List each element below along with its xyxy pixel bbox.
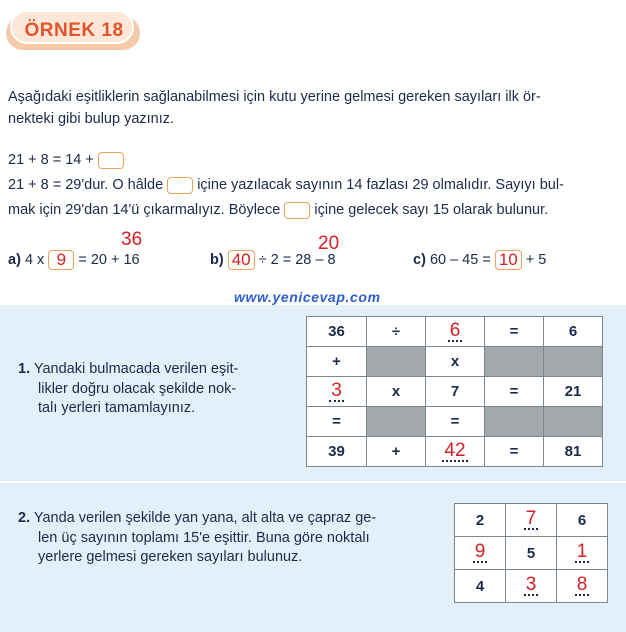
task-1-text [18, 360, 238, 419]
grid-cell: x [426, 347, 485, 377]
note-a: 36 [121, 229, 143, 250]
watermark-link: www.yenicevap.com [234, 289, 381, 305]
problem-c-answer: 10 [495, 250, 522, 270]
explanation-text-1a: 21 + 8 = 29'dur. O hâlde [8, 177, 164, 193]
grid-cell: 36 [307, 317, 367, 347]
grid-cell: 81 [544, 437, 603, 467]
badge-title: ÖRNEK 18 [24, 20, 124, 41]
grid-cell [426, 317, 485, 347]
grid-answer: 42 [444, 439, 466, 461]
note-b: 20 [318, 233, 340, 254]
grid-cell: 7 [426, 377, 485, 407]
problem-c-pre: 60 – 45 = [429, 252, 491, 268]
square-cell [557, 570, 608, 603]
grid-cell-blocked [544, 347, 603, 377]
explanation-text-1b: içine yazılacak sayının 14 fazlası 29 olmalıdır. Sayıyı bul- [197, 177, 564, 193]
square-cell: 6 [557, 504, 608, 537]
square-cell: 4 [455, 570, 506, 603]
square-answer: 8 [576, 574, 588, 595]
explanation-text-2a: mak için 29'dan 14'ü çıkarmalıyız. Böylece [8, 202, 281, 218]
square-answer: 1 [576, 541, 588, 562]
example-badge [6, 8, 140, 50]
task-1-line-1: Yandaki bulmacada verilen eşit- [33, 361, 239, 377]
problem-b-label: b) [210, 252, 224, 268]
task-2-text [18, 509, 376, 568]
explanation-line-1 [8, 174, 564, 196]
grid-cell: 39 [307, 437, 367, 467]
magic-square [454, 503, 608, 603]
grid-cell: + [307, 347, 367, 377]
grid-cell-blocked [485, 347, 544, 377]
problem-b-post: ÷ 2 = 28 – 8 [258, 252, 336, 268]
square-cell: 5 [506, 537, 557, 570]
intro-line-2: nekteki gibi bulup yazınız. [8, 111, 175, 127]
example-equation [8, 149, 124, 171]
square-answer: 3 [525, 574, 537, 595]
explanation-text-2b: içine gelecek sayı 15 olarak bulunur. [314, 202, 549, 218]
grid-cell-blocked [485, 407, 544, 437]
badge-pill [10, 10, 134, 44]
grid-cell [307, 377, 367, 407]
grid-cell-blocked [544, 407, 603, 437]
answer-box [167, 177, 193, 194]
grid-cell: = [485, 437, 544, 467]
problem-c-post: + 5 [525, 252, 547, 268]
task-2-line-1: Yanda verilen şekilde yan yana, alt alta ve çapraz ge- [33, 510, 377, 526]
grid-cell [426, 437, 485, 467]
problem-a-label: a) [8, 252, 21, 268]
example-equation-text: 21 + 8 = 14 + [8, 152, 94, 168]
grid-answer: 3 [331, 379, 342, 401]
square-cell: 2 [455, 504, 506, 537]
grid-cell: = [426, 407, 485, 437]
problem-a-pre: 4 x [24, 252, 45, 268]
grid-cell: = [307, 407, 367, 437]
square-cell [455, 537, 506, 570]
square-answer: 7 [525, 508, 537, 529]
task-2-line-2: len üç sayının toplamı 15'e eşittir. Buna göre noktalı [38, 529, 370, 546]
grid-cell: 21 [544, 377, 603, 407]
panel-divider [0, 481, 626, 483]
answer-box [284, 202, 310, 219]
grid-cell: 6 [544, 317, 603, 347]
task-1-line-2: likler doğru olacak şekilde nok- [38, 380, 237, 397]
task-1-number: 1. [18, 361, 31, 377]
grid-answer: 6 [449, 319, 461, 341]
puzzle-grid [306, 316, 603, 467]
grid-cell: + [367, 437, 426, 467]
square-answer: 9 [474, 541, 486, 562]
square-cell [506, 570, 557, 603]
problem-b-answer: 40 [228, 250, 255, 270]
task-2-number: 2. [18, 510, 31, 526]
problem-a-answer: 9 [48, 250, 74, 270]
answer-box [98, 152, 124, 169]
grid-cell: ÷ [367, 317, 426, 347]
task-2-line-3: yerlere gelmesi gereken sayıları bulunuz. [38, 549, 303, 565]
square-cell [557, 537, 608, 570]
problem-c-label: c) [413, 252, 426, 268]
grid-cell-blocked [367, 347, 426, 377]
task-1-line-3: talı yerleri tamamlayınız. [38, 400, 196, 416]
problem-a [8, 249, 140, 271]
grid-cell-blocked [367, 407, 426, 437]
grid-cell: x [367, 377, 426, 407]
intro-line-1: Aşağıdaki eşitliklerin sağlanabilmesi için kutu yerine gelmesi gereken sayıları ilk ör- [8, 89, 541, 105]
square-cell [506, 504, 557, 537]
problem-a-post: = 20 + 16 [78, 252, 140, 268]
grid-cell: = [485, 317, 544, 347]
problem-c [413, 249, 546, 271]
problem-b [210, 249, 336, 271]
grid-cell: = [485, 377, 544, 407]
explanation-line-2 [8, 199, 548, 221]
